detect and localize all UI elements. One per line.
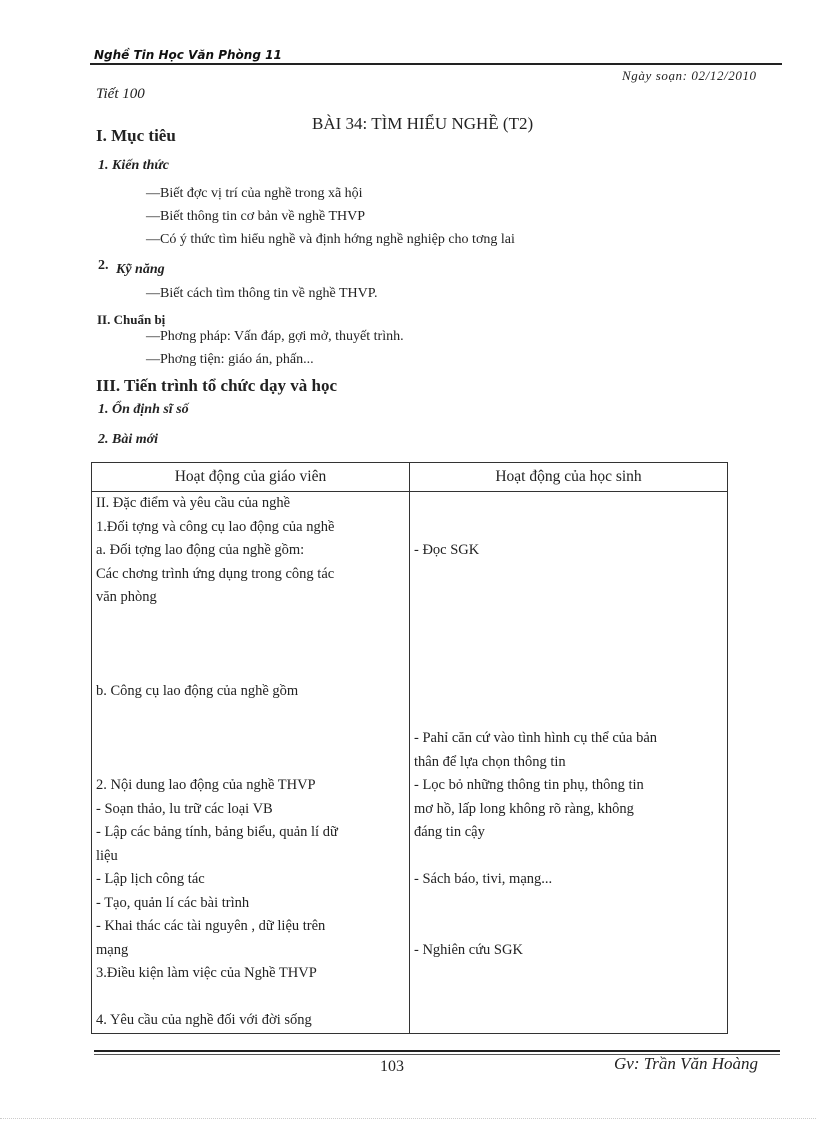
teacher-line — [96, 986, 405, 1010]
teacher-line: II. Đặc điểm và yêu cầu của nghề — [96, 495, 291, 511]
student-line — [414, 845, 723, 869]
knowledge-item: —Biết thông tin cơ bản về nghề THVP — [146, 209, 366, 224]
lesson-title: BÀI 34: TÌM HIỂU NGHỀ (T2) — [312, 114, 534, 133]
student-line — [414, 633, 723, 657]
teacher-line: 2. Nội dung lao động của nghề THVP — [96, 777, 316, 793]
course-header: Nghề Tin Học Văn Phòng 11 — [94, 48, 282, 62]
teacher-column-header: Hoạt động của giáo viên — [92, 463, 410, 492]
page-number: 103 — [380, 1058, 404, 1075]
student-line: mơ hồ, lấp long không rõ ràng, không — [414, 800, 634, 817]
student-line — [414, 892, 723, 916]
section-procedure: III. Tiến trình tổ chức dạy và học — [96, 376, 337, 395]
student-line — [414, 962, 723, 986]
student-line: thân để lựa chọn thông tin — [414, 753, 566, 770]
teacher-name: Gv: Trần Văn Hoàng — [614, 1054, 759, 1073]
teacher-line — [96, 704, 405, 728]
teacher-line: 3.Điều kiện làm việc của Nghề THVP — [96, 965, 317, 981]
page-bottom-dotted-line — [0, 1118, 816, 1119]
student-line: - Đọc SGK — [414, 542, 480, 558]
subsection-new-lesson: 2. Bài mới — [98, 432, 159, 447]
teacher-activities-cell — [92, 492, 410, 1034]
subsection-knowledge: 1. Kiến thức — [98, 158, 170, 173]
section-objectives: I. Mục tiêu — [96, 126, 176, 145]
teacher-line: mạng — [96, 941, 129, 958]
preparation-item: —Phơng tiện: giáo án, phấn... — [146, 352, 314, 367]
student-line — [414, 657, 723, 681]
student-column-header: Hoạt động của học sinh — [410, 463, 728, 492]
teacher-line: - Khai thác các tài nguyên , dữ liệu trên — [96, 918, 326, 934]
student-line — [414, 610, 723, 634]
knowledge-item: —Biết đợc vị trí của nghề trong xã hội — [146, 186, 363, 201]
student-line: đáng tin cậy — [414, 824, 485, 840]
preparation-item: —Phơng pháp: Vấn đáp, gợi mở, thuyết trình. — [146, 329, 404, 344]
student-line — [414, 680, 723, 704]
teacher-line: 1.Đối tợng và công cụ lao động của nghề — [96, 518, 335, 535]
student-line: - Lọc bỏ những thông tin phụ, thông tin — [414, 777, 644, 793]
lesson-number: Tiết 100 — [96, 86, 145, 102]
student-line — [414, 516, 723, 540]
prepared-date: Ngày soạn: 02/12/2010 — [622, 68, 757, 83]
subsection-class-check: 1. Ổn định sĩ số — [98, 402, 189, 417]
student-line — [414, 563, 723, 587]
student-line — [414, 704, 723, 728]
footer-rule — [94, 1050, 780, 1052]
activities-table — [91, 462, 728, 1034]
subsection-skills-number: 2. — [98, 258, 109, 273]
student-activities-cell — [410, 492, 728, 1034]
teacher-line: - Tạo, quản lí các bài trình — [96, 894, 250, 911]
teacher-line — [96, 727, 405, 751]
student-line — [414, 492, 723, 516]
section-preparation: II. Chuẩn bị — [97, 312, 166, 327]
teacher-line: - Lập các bảng tính, bảng biểu, quản lí dữ — [96, 824, 338, 840]
student-line: - Sách báo, tivi, mạng... — [414, 871, 553, 887]
teacher-line — [96, 657, 405, 681]
teacher-line — [96, 751, 405, 775]
subsection-skills: Kỹ năng — [116, 262, 165, 277]
student-line — [414, 586, 723, 610]
student-line — [414, 915, 723, 939]
teacher-line — [96, 610, 405, 634]
teacher-line: a. Đối tợng lao động của nghề gồm: — [96, 542, 305, 558]
student-line: - Nghiên cứu SGK — [414, 941, 523, 958]
teacher-line: văn phòng — [96, 589, 157, 605]
student-line — [414, 986, 723, 1010]
knowledge-item: —Có ý thức tìm hiểu nghề và định hớng nghề nghiệp cho tơng lai — [146, 232, 515, 247]
teacher-line: b. Công cụ lao động của nghề gồm — [96, 683, 299, 699]
teacher-line: Các chơng trình ứng dụng trong công tác — [96, 565, 335, 582]
header-rule — [90, 63, 782, 65]
teacher-line: - Soạn thảo, lu trữ các loại VB — [96, 800, 273, 817]
skills-item: —Biết cách tìm thông tin về nghề THVP. — [146, 286, 378, 301]
teacher-line: 4. Yêu cầu của nghề đối với đời sống — [96, 1012, 312, 1028]
student-line — [414, 1009, 723, 1033]
student-line: - Pahỉ căn cứ vào tình hình cụ thể của bản — [414, 730, 658, 746]
teacher-line: liệu — [96, 847, 118, 864]
teacher-line: - Lập lịch công tác — [96, 871, 205, 887]
teacher-line — [96, 633, 405, 657]
